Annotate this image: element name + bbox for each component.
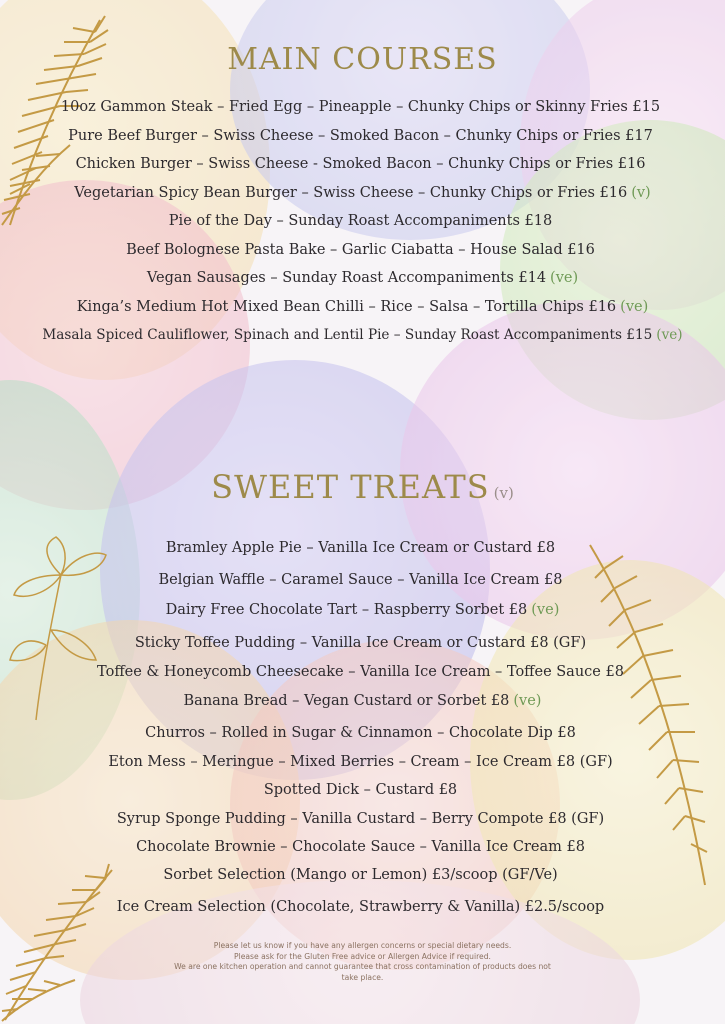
menu-item: Sticky Toffee Pudding – Vanilla Ice Cream or Custard £8 (GF): [134, 635, 587, 651]
menu-item: Pure Beef Burger – Swiss Cheese – Smoked Bacon – Chunky Chips or Fries £17: [68, 128, 653, 144]
menu-item: Churros – Rolled in Sugar & Cinnamon – Chocolate Dip £8: [145, 725, 576, 741]
menu-item: Kinga’s Medium Hot Mixed Bean Chilli – Rice – Salsa – Tortilla Chips £16 (ve): [76, 299, 649, 315]
menu-item: Sorbet Selection (Mango or Lemon) £3/scoop (GF/Ve): [163, 867, 558, 883]
allergen-notice: Please let us know if you have any allergen concerns or special dietary needs. Please ask for the Gluten Free advice or Allergen Advice if required. We are one kitchen operation and cannot guarantee that cross contamination of products does not take place.: [174, 941, 551, 982]
vegetarian-tag: (v): [493, 484, 514, 502]
sweet-treats-heading: SWEET TREATS (v): [211, 468, 514, 506]
menu-item: Spotted Dick – Custard £8: [263, 782, 458, 798]
menu-item: Toffee & Honeycomb Cheesecake – Vanilla Ice Cream – Toffee Sauce £8: [97, 664, 624, 680]
menu-item: Dairy Free Chocolate Tart – Raspberry Sorbet £8 (ve): [165, 602, 560, 618]
menu-item: Masala Spiced Cauliflower, Spinach and Lentil Pie – Sunday Roast Accompaniments £15 (ve): [42, 327, 683, 343]
menu-item: Vegetarian Spicy Bean Burger – Swiss Cheese – Chunky Chips or Fries £16 (v): [74, 185, 651, 201]
menu-item: Bramley Apple Pie – Vanilla Ice Cream or Custard £8: [165, 540, 556, 556]
menu-item: Eton Mess – Meringue – Mixed Berries – Cream – Ice Cream £8 (GF): [108, 754, 613, 770]
menu-item: Beef Bolognese Pasta Bake – Garlic Ciabatta – House Salad £16: [126, 242, 595, 258]
menu-item: Ice Cream Selection (Chocolate, Strawberry & Vanilla) £2.5/scoop: [116, 899, 605, 915]
menu-item: Syrup Sponge Pudding – Vanilla Custard – Berry Compote £8 (GF): [116, 811, 605, 827]
menu-item: Chocolate Brownie – Chocolate Sauce – Vanilla Ice Cream £8: [136, 839, 585, 855]
menu-item: Pie of the Day – Sunday Roast Accompaniments £18: [168, 213, 553, 229]
menu-item: Belgian Waffle – Caramel Sauce – Vanilla Ice Cream £8: [158, 572, 563, 588]
menu-item: Vegan Sausages – Sunday Roast Accompaniments £14 (ve): [146, 270, 579, 286]
menu-item: Chicken Burger – Swiss Cheese - Smoked Bacon – Chunky Chips or Fries £16: [75, 156, 646, 172]
main-courses-heading: MAIN COURSES: [227, 42, 498, 77]
menu-item: Banana Bread – Vegan Custard or Sorbet £8 (ve): [183, 693, 542, 709]
menu-item: 10oz Gammon Steak – Fried Egg – Pineapple – Chunky Chips or Skinny Fries £15: [60, 99, 661, 115]
